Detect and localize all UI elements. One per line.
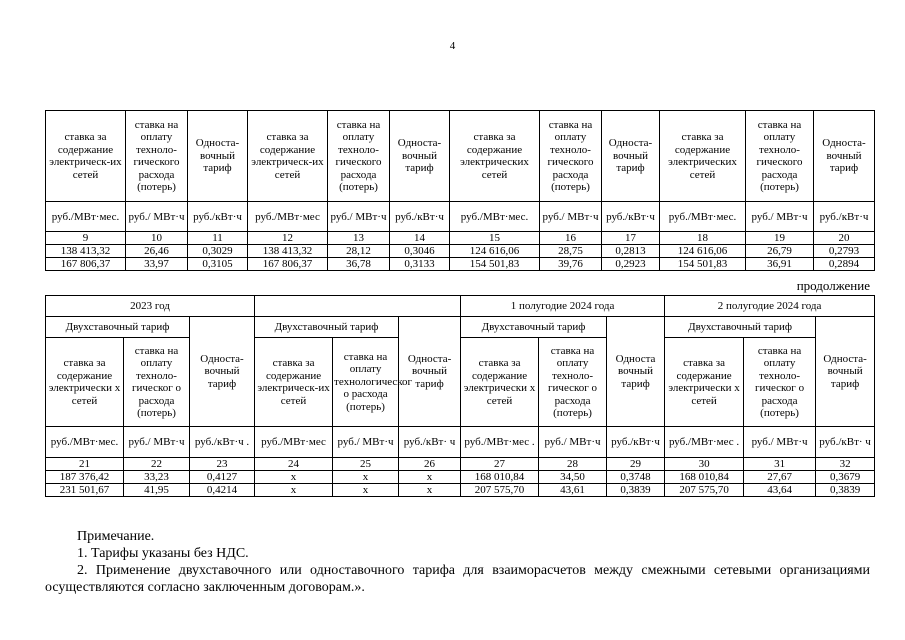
period-header: 2023 год <box>46 296 255 317</box>
units-row <box>46 202 875 232</box>
unit-cell: руб./ МВт·ч <box>328 202 390 232</box>
column-number: 28 <box>539 458 607 471</box>
column-number: 22 <box>124 458 190 471</box>
unit-cell: руб./ МВт·ч <box>744 427 816 458</box>
unit-cell: руб./МВт·мес . <box>665 427 744 458</box>
value-cell: 0,2894 <box>814 258 875 271</box>
value-cell: 138 413,32 <box>248 245 328 258</box>
value-cell: 207 575,70 <box>665 484 744 497</box>
unit-cell: руб./ МВт·ч <box>333 427 399 458</box>
value-cell: x <box>333 471 399 484</box>
unit-cell: руб./кВт·ч <box>188 202 248 232</box>
column-number: 31 <box>744 458 816 471</box>
unit-cell: руб./ МВт·ч <box>540 202 602 232</box>
header-cell: Односта-вочный тариф <box>814 111 875 202</box>
period-header <box>255 296 461 317</box>
header-cell: ставка на оплату техноло-гическог о расхода (потерь) <box>124 338 190 427</box>
column-number: 25 <box>333 458 399 471</box>
value-cell: 154 501,83 <box>660 258 746 271</box>
column-number: 24 <box>255 458 333 471</box>
column-number: 26 <box>399 458 461 471</box>
column-number: 10 <box>126 232 188 245</box>
value-cell: 0,2813 <box>602 245 660 258</box>
column-number: 30 <box>665 458 744 471</box>
value-cell: 167 806,37 <box>248 258 328 271</box>
period-row <box>46 296 875 317</box>
value-cell: 0,4214 <box>190 484 255 497</box>
value-cell: 124 616,06 <box>450 245 540 258</box>
header-cell: ставка на оплату техноло-гическог о расхода (потерь) <box>539 338 607 427</box>
column-number: 21 <box>46 458 124 471</box>
unit-cell: руб./кВт·ч <box>607 427 665 458</box>
column-number: 29 <box>607 458 665 471</box>
column-number: 9 <box>46 232 126 245</box>
value-cell: 138 413,32 <box>46 245 126 258</box>
column-number: 13 <box>328 232 390 245</box>
value-cell: 28,75 <box>540 245 602 258</box>
header-cell: Односта-вочный тариф <box>816 317 875 427</box>
unit-cell: руб./кВт· ч <box>399 427 461 458</box>
table-row <box>46 471 875 484</box>
header-cell: Односта вочный тариф <box>607 317 665 427</box>
value-cell: 27,67 <box>744 471 816 484</box>
header-cell: ставка на оплату техноло-гического расхода (потерь) <box>328 111 390 202</box>
value-cell: 26,79 <box>746 245 814 258</box>
value-cell: 33,23 <box>124 471 190 484</box>
header-cell: ставка за содержание электрически х сетей <box>461 338 539 427</box>
column-number: 11 <box>188 232 248 245</box>
column-number-row <box>46 458 875 471</box>
note-item-1: 1. Тарифы указаны без НДС. <box>77 546 249 561</box>
two-part-header: Двухставочный тариф <box>46 317 190 338</box>
unit-cell: руб./ МВт·ч <box>124 427 190 458</box>
header-cell: ставка за содержание электрическ-их сетей <box>248 111 328 202</box>
value-cell: x <box>255 471 333 484</box>
value-cell: 26,46 <box>126 245 188 258</box>
unit-cell: руб./МВт·мес . <box>461 427 539 458</box>
value-cell: 33,97 <box>126 258 188 271</box>
header-cell: ставка на оплату техноло-гического расхода (потерь) <box>746 111 814 202</box>
value-cell: 34,50 <box>539 471 607 484</box>
value-cell: x <box>399 471 461 484</box>
value-cell: 0,3133 <box>390 258 450 271</box>
page-number: 4 <box>449 40 456 52</box>
value-cell: 39,76 <box>540 258 602 271</box>
note-item-2: 2. Применение двухставочного или одноставочного тарифа для взаиморасчетов между смежными сетевыми организациями осуществляются согласно заключенным договорам.». <box>45 563 870 595</box>
unit-cell: руб./ МВт·ч <box>539 427 607 458</box>
unit-cell: руб./кВт·ч <box>602 202 660 232</box>
value-cell: x <box>333 484 399 497</box>
value-cell: 0,3105 <box>188 258 248 271</box>
column-number: 18 <box>660 232 746 245</box>
header-cell: Односта-вочный тариф <box>190 317 255 427</box>
unit-cell: руб./ МВт·ч <box>126 202 188 232</box>
header-cell: ставка на оплату техноло-гического расхода (потерь) <box>126 111 188 202</box>
unit-cell: руб./МВт·мес. <box>46 202 126 232</box>
value-cell: 0,3839 <box>607 484 665 497</box>
period-header: 2 полугодие 2024 года <box>665 296 875 317</box>
value-cell: 28,12 <box>328 245 390 258</box>
notes-section <box>45 528 870 596</box>
table-row <box>46 245 875 258</box>
value-cell: 168 010,84 <box>665 471 744 484</box>
value-cell: x <box>399 484 461 497</box>
value-cell: 0,2793 <box>814 245 875 258</box>
table-row <box>46 258 875 271</box>
header-row <box>46 111 875 202</box>
value-cell: 0,3046 <box>390 245 450 258</box>
unit-cell: руб./кВт· ч <box>816 427 875 458</box>
two-part-header: Двухставочный тариф <box>255 317 399 338</box>
value-cell: 124 616,06 <box>660 245 746 258</box>
period-header: 1 полугодие 2024 года <box>461 296 665 317</box>
header-cell: ставка за содержание электрическ-их сетей <box>255 338 333 427</box>
unit-cell: руб./ МВт·ч <box>746 202 814 232</box>
value-cell: x <box>255 484 333 497</box>
header-cell: ставка на оплату технологическог о расхода (потерь) <box>333 338 399 427</box>
unit-cell: руб./МВт·мес <box>255 427 333 458</box>
column-number: 20 <box>814 232 875 245</box>
continuation-label: продолжение <box>796 278 870 293</box>
header-cell: ставка за содержание электрически х сетей <box>665 338 744 427</box>
value-cell: 168 010,84 <box>461 471 539 484</box>
value-cell: 187 376,42 <box>46 471 124 484</box>
tariff-table-part2 <box>45 295 875 497</box>
value-cell: 41,95 <box>124 484 190 497</box>
value-cell: 0,3679 <box>816 471 875 484</box>
unit-cell: руб./МВт·мес. <box>450 202 540 232</box>
two-part-header: Двухставочный тариф <box>665 317 816 338</box>
header-row <box>46 338 875 427</box>
header-cell: ставка за содержание электрически х сетей <box>46 338 124 427</box>
tariff-table-part1 <box>45 110 875 271</box>
column-number: 12 <box>248 232 328 245</box>
unit-cell: руб./МВт·мес. <box>660 202 746 232</box>
value-cell: 0,3839 <box>816 484 875 497</box>
header-cell: Односта-вочный тариф <box>399 317 461 427</box>
table-row <box>46 484 875 497</box>
column-number: 17 <box>602 232 660 245</box>
two-part-header: Двухставочный тариф <box>461 317 607 338</box>
value-cell: 43,61 <box>539 484 607 497</box>
unit-cell: руб./МВт·мес <box>248 202 328 232</box>
column-number: 16 <box>540 232 602 245</box>
value-cell: 0,3029 <box>188 245 248 258</box>
unit-cell: руб./кВт·ч <box>390 202 450 232</box>
column-number: 15 <box>450 232 540 245</box>
value-cell: 231 501,67 <box>46 484 124 497</box>
units-row <box>46 427 875 458</box>
column-number: 27 <box>461 458 539 471</box>
unit-cell: руб./кВт·ч . <box>190 427 255 458</box>
value-cell: 207 575,70 <box>461 484 539 497</box>
value-cell: 0,3748 <box>607 471 665 484</box>
unit-cell: руб./МВт·мес. <box>46 427 124 458</box>
value-cell: 0,2923 <box>602 258 660 271</box>
value-cell: 43,64 <box>744 484 816 497</box>
header-cell: ставка за содержание электрическ-их сетей <box>46 111 126 202</box>
value-cell: 36,91 <box>746 258 814 271</box>
value-cell: 0,4127 <box>190 471 255 484</box>
notes-title: Примечание. <box>77 529 155 544</box>
two-part-row <box>46 317 875 338</box>
value-cell: 154 501,83 <box>450 258 540 271</box>
header-cell: ставка за содержание электрических сетей <box>660 111 746 202</box>
header-cell: ставка на оплату техноло-гического расхода (потерь) <box>540 111 602 202</box>
column-number: 19 <box>746 232 814 245</box>
header-cell: ставка на оплату техноло-гическог о расхода (потерь) <box>744 338 816 427</box>
header-cell: ставка за содержание электрических сетей <box>450 111 540 202</box>
column-number: 23 <box>190 458 255 471</box>
unit-cell: руб./кВт·ч <box>814 202 875 232</box>
column-number-row <box>46 232 875 245</box>
value-cell: 167 806,37 <box>46 258 126 271</box>
column-number: 14 <box>390 232 450 245</box>
header-cell: Односта-вочный тариф <box>188 111 248 202</box>
column-number: 32 <box>816 458 875 471</box>
header-cell: Односта-вочный тариф <box>390 111 450 202</box>
header-cell: Односта-вочный тариф <box>602 111 660 202</box>
value-cell: 36,78 <box>328 258 390 271</box>
